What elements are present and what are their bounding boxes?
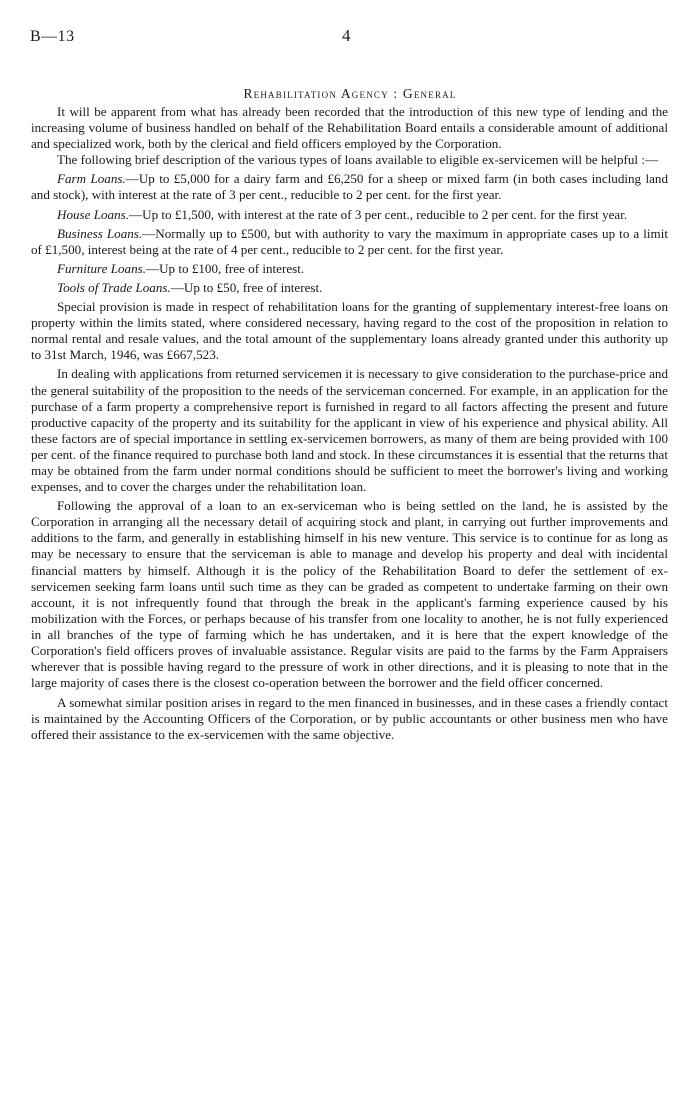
farm-loans-heading: Farm Loans. <box>57 171 126 187</box>
paragraph-business-financing: A somewhat similar position arises in regard to the men financed in businesses, and in these cases a friendly contact is maintained by the Accounting Officers of the Corporation, or by public accountants or other business men who have offered their assistance to the ex-servicemen with the same objective. <box>31 695 668 743</box>
tools-of-trade-loans-text: —Up to £50, free of interest. <box>170 279 323 295</box>
furniture-loans-heading: Furniture Loans. <box>57 260 146 276</box>
farm-loans-text: —Up to £5,000 for a dairy farm and £6,250 for a sheep or mixed farm (in both cases including land and stock), with interest at the rate of 3 per cent., reducible to 2 per cent. for the first year. <box>31 171 668 203</box>
paragraph-introduction: It will be apparent from what has already been recorded that the introduction of this new type of lending and the increasing volume of business handled on behalf of the Rehabilitation Board entails a considerable amount of additional and specialized work, both by the clerical and field officers employed by the Corporation. <box>31 104 668 152</box>
page-number: 4 <box>342 26 351 45</box>
tools-of-trade-loans-heading: Tools of Trade Loans. <box>57 279 171 295</box>
business-loans-text: —Normally up to £500, but with authority to vary the maximum in appropriate cases up to a limit of £1,500, interest being at the rate of 4 per cent., reducible to 2 per cent. for the first year. <box>31 225 668 257</box>
paragraph-farm-loans <box>31 171 668 203</box>
furniture-loans-text: —Up to £100, free of interest. <box>146 260 305 276</box>
paragraph-supplementary-loans: Special provision is made in respect of rehabilitation loans for the granting of supplementary interest-free loans on property within the limits stated, where considered necessary, having regard to the cost of the proposition in relation to normal rental and resale values, and the total amount of the supplementary loans already granted under this authority up to 31st March, 1946, was £667,523. <box>31 299 668 363</box>
paragraph-furniture-loans <box>31 261 668 277</box>
house-loans-heading: House Loans. <box>57 206 130 222</box>
house-loans-text: —Up to £1,500, with interest at the rate of 3 per cent., reducible to 2 per cent. for the first year. <box>129 206 628 222</box>
body-text <box>31 104 668 744</box>
paragraph-dealing-with-applications: In dealing with applications from returned servicemen it is necessary to give consideration to the purchase-price and the general suitability of the proposition to the needs of the serviceman concerned. For example, in an application for the purchase of a farm property a comprehensive report is furnished in regard to all factors affecting the present and future productive capacity of the property and its suitability for the applicant in view of his experience and physical ability. All these factors are of special importance in settling ex-servicemen borrowers, as many of them are being provided with 100 per cent. of the finance required to purchase both land and stock. In these circumstances it is essential that the returns that may be obtained from the farm under normal conditions should be sufficient to meet the borrower's living and working expenses, and to cover the charges under the rehabilitation loan. <box>31 366 668 495</box>
paragraph-loan-types-intro: The following brief description of the various types of loans available to eligible ex-servicemen will be helpful :— <box>57 152 659 168</box>
paragraph-house-loans <box>31 207 668 223</box>
business-loans-heading: Business Loans. <box>57 225 143 241</box>
paragraph-settlement-assistance: Following the approval of a loan to an ex-serviceman who is being settled on the land, he is assisted by the Corporation in arranging all the necessary detail of acquiring stock and plant, in carrying out further improvements and additions to the farm, and generally in establishing himself in his new venture. This service is to continue for as long as may be necessary to ensure that the serviceman is able to manage and develop his property and deal with incidental financial matters by himself. Although it is the policy of the Rehabilitation Board to defer the settlement of ex-servicemen seeking farm loans until such time as they can be graded as competent to undertake farming on their own account, it is not infrequently found that through the break in the applicant's farming experience caused by his mobilization with the Forces, or perhaps because of his transfer from one locality to another, he is not fully experienced in all branches of the type of farming which he has undertaken, and it is here that the expert knowledge of the Corporation's field officers proves of invaluable assistance. Regular visits are paid to the farms by the Farm Appraisers wherever that is possible having regard to the pressure of work in other directions, and it is pleasing to note that in the large majority of cases there is the closest co-operation between the borrower and the field officer concerned. <box>31 498 668 691</box>
document-reference: B—13 <box>30 28 75 45</box>
paragraph-business-loans <box>31 226 668 258</box>
section-heading: Rehabilitation Agency : General <box>243 86 457 101</box>
paragraph-tools-of-trade-loans <box>31 280 668 296</box>
